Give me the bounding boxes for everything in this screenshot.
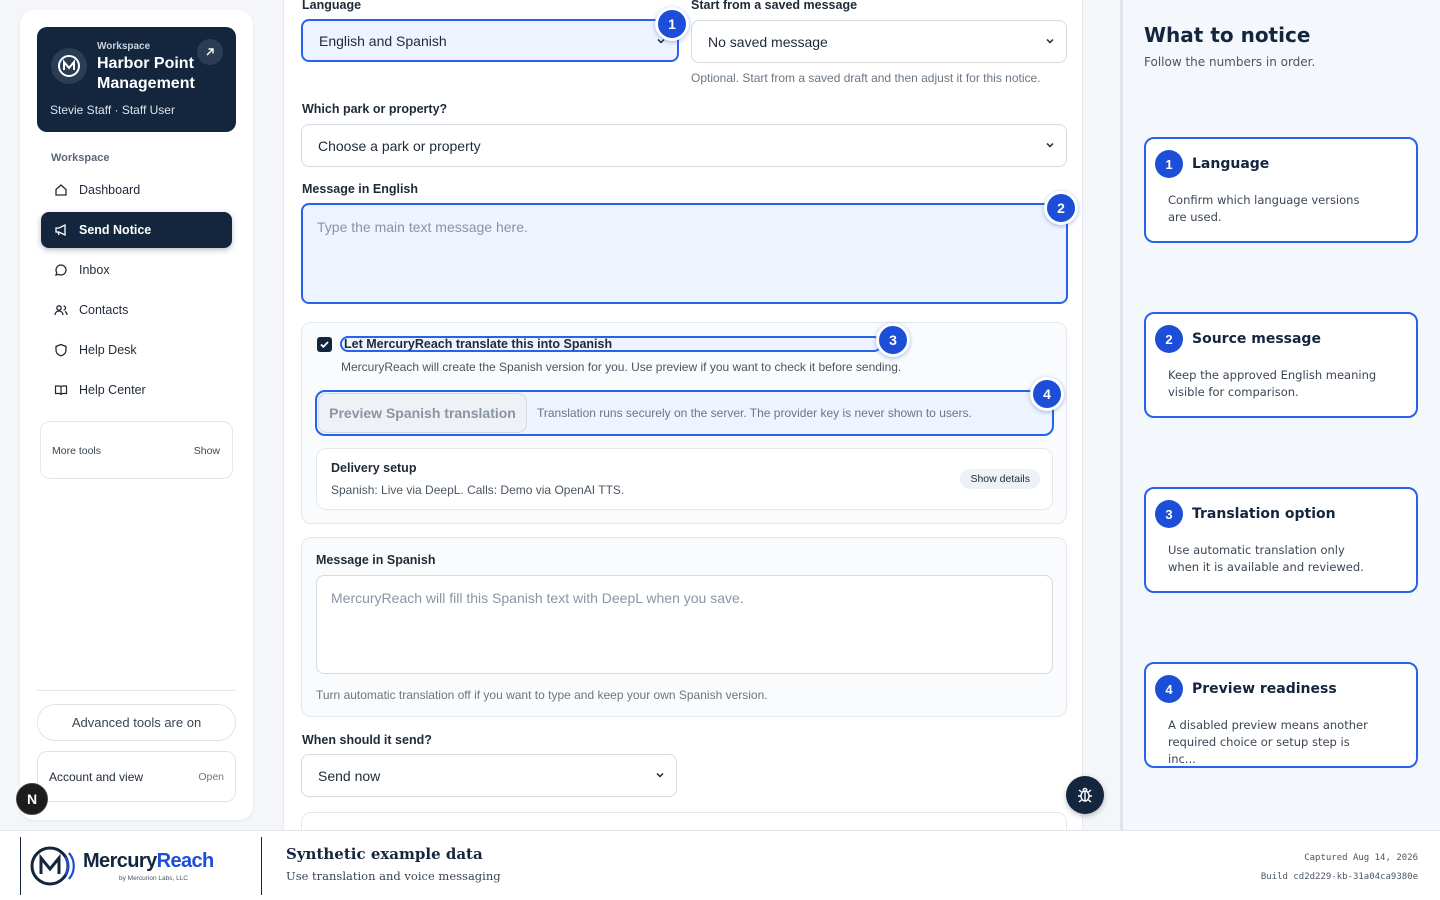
- property-value: Choose a park or property: [318, 137, 481, 154]
- footer: [0, 830, 1440, 900]
- card-number: 3: [1155, 500, 1183, 528]
- sidebar-item-inbox[interactable]: [41, 252, 232, 288]
- card-title: Preview readiness: [1192, 681, 1337, 697]
- sidebar-item-help-center[interactable]: [41, 372, 232, 408]
- send-time-value: Send now: [318, 767, 381, 784]
- home-icon: [53, 182, 69, 198]
- advanced-tools-toggle[interactable]: Advanced tools are on: [37, 704, 236, 741]
- workspace-eyebrow: Workspace: [97, 41, 151, 52]
- message-spanish-label: Message in Spanish: [316, 553, 436, 567]
- saved-message-label: Start from a saved message: [691, 0, 858, 12]
- sidebar-item-contacts[interactable]: [41, 292, 232, 328]
- card-number: 4: [1155, 675, 1183, 703]
- footer-meta: [1261, 849, 1418, 887]
- language-select[interactable]: [301, 19, 679, 62]
- guide-card-1: [1144, 137, 1418, 243]
- card-description: Confirm which language versions are used.: [1168, 193, 1360, 224]
- property-label: Which park or property?: [302, 102, 448, 116]
- preview-row: [315, 390, 1054, 436]
- workspace-user: Stevie Staff · Staff User: [50, 103, 175, 117]
- more-tools-show-button[interactable]: Show: [193, 445, 220, 457]
- show-details-button[interactable]: Show details: [960, 469, 1040, 489]
- step-marker-1: 1: [655, 7, 689, 41]
- card-number: 1: [1155, 150, 1183, 178]
- brand-name-part-a: Mercury: [83, 850, 157, 872]
- footer-title: Synthetic example data: [286, 845, 483, 863]
- open-external-icon[interactable]: [197, 39, 223, 65]
- card-title: Translation option: [1192, 506, 1336, 522]
- nav-heading: Workspace: [51, 152, 110, 164]
- guide-card-3: [1144, 487, 1418, 593]
- account-label: Account and view: [49, 770, 144, 784]
- brand-subtitle: by Mercurion Labs, LLC: [119, 875, 189, 882]
- guide-panel: [1120, 0, 1440, 830]
- send-time-label: When should it send?: [302, 733, 432, 747]
- message-english-input[interactable]: Type the main text message here.: [301, 203, 1068, 304]
- chevron-down-icon: [1044, 35, 1056, 47]
- property-select[interactable]: [301, 124, 1067, 167]
- card-title: Language: [1192, 156, 1270, 172]
- translate-checkbox[interactable]: [317, 337, 332, 352]
- translation-panel: [301, 322, 1067, 524]
- captured-date: Captured Aug 14, 2026: [1304, 853, 1418, 863]
- message-spanish-input[interactable]: MercuryReach will fill this Spanish text with DeepL when you save.: [316, 575, 1053, 674]
- sidebar-item-label: Help Desk: [79, 343, 137, 357]
- workspace-name: Harbor Point Management: [97, 55, 195, 92]
- translate-description: MercuryReach will create the Spanish version for you. Use preview if you want to check it before sending.: [341, 360, 902, 374]
- guide-title: What to notice: [1144, 23, 1311, 47]
- bug-report-icon[interactable]: [1066, 776, 1104, 814]
- guide-subtitle: Follow the numbers in order.: [1144, 55, 1316, 69]
- step-marker-3: 3: [876, 323, 910, 357]
- sidebar-item-label: Send Notice: [79, 223, 152, 237]
- users-icon: [53, 302, 69, 318]
- card-description: Keep the approved English meaning visible for comparison.: [1168, 368, 1377, 399]
- sidebar-item-label: Dashboard: [79, 183, 141, 197]
- shield-icon: [53, 342, 69, 358]
- sidebar-item-label: Inbox: [79, 263, 110, 277]
- preview-translation-button[interactable]: Preview Spanish translation: [318, 393, 527, 433]
- megaphone-icon: [53, 222, 69, 238]
- send-time-select[interactable]: [301, 754, 677, 797]
- chat-icon: [53, 262, 69, 278]
- spanish-panel: [301, 537, 1067, 717]
- sidebar-item-dashboard[interactable]: [41, 172, 232, 208]
- preview-note: Translation runs securely on the server. The provider key is never shown to users.: [537, 406, 972, 420]
- footer-subtitle: Use translation and voice messaging: [286, 869, 501, 883]
- build-id: Build cd2d229-kb-31a04ca9380e: [1260, 872, 1418, 882]
- workspace-logo-icon: [51, 48, 87, 84]
- guide-card-2: [1144, 312, 1418, 418]
- brand-name: [83, 850, 214, 873]
- card-title: Source message: [1192, 331, 1321, 347]
- dev-indicator-badge[interactable]: N: [16, 783, 48, 815]
- card-description: Use automatic translation only when it is available and reviewed.: [1168, 543, 1364, 574]
- step-marker-4: 4: [1030, 377, 1064, 411]
- sidebar-item-help-desk[interactable]: [41, 332, 232, 368]
- card-description: A disabled preview means another required choice or setup step is inc...: [1168, 718, 1368, 766]
- language-value: English and Spanish: [319, 32, 447, 49]
- brand-name-part-b: Reach: [156, 850, 214, 872]
- chevron-down-icon: [1044, 139, 1056, 151]
- message-english-label: Message in English: [302, 182, 419, 196]
- sidebar-item-label: Help Center: [79, 383, 146, 397]
- checkmark-icon: [319, 339, 330, 350]
- delivery-title: Delivery setup: [331, 461, 417, 475]
- translate-checkbox-label[interactable]: Let MercuryReach translate this into Spanish: [340, 336, 882, 352]
- notice-form: [283, 0, 1083, 830]
- brand-logo: [20, 837, 262, 895]
- divider: [37, 690, 236, 691]
- saved-message-select[interactable]: [691, 20, 1067, 63]
- sidebar-item-label: Contacts: [79, 303, 129, 317]
- message-spanish-hint: Turn automatic translation off if you want to type and keep your own Spanish version.: [316, 688, 768, 702]
- language-label: Language: [302, 0, 362, 12]
- saved-message-hint: Optional. Start from a saved draft and then adjust it for this notice.: [691, 71, 1041, 85]
- step-marker-2: 2: [1044, 191, 1078, 225]
- delivery-detail: Spanish: Live via DeepL. Calls: Demo via OpenAI TTS.: [331, 483, 625, 497]
- next-section-panel: [301, 812, 1067, 830]
- workspace-card[interactable]: [37, 27, 236, 132]
- mercuryreach-logo-icon: [29, 843, 75, 889]
- account-open-button[interactable]: Open: [198, 771, 224, 783]
- guide-card-4: [1144, 662, 1418, 768]
- chevron-down-icon: [654, 769, 666, 781]
- more-tools-label: More tools: [52, 445, 102, 457]
- more-tools-panel: [40, 421, 233, 479]
- sidebar-item-send-notice[interactable]: [41, 212, 232, 248]
- saved-message-value: No saved message: [708, 33, 828, 50]
- delivery-setup: [316, 448, 1053, 510]
- card-number: 2: [1155, 325, 1183, 353]
- account-panel[interactable]: [37, 751, 236, 802]
- book-icon: [53, 382, 69, 398]
- sidebar: [20, 10, 253, 820]
